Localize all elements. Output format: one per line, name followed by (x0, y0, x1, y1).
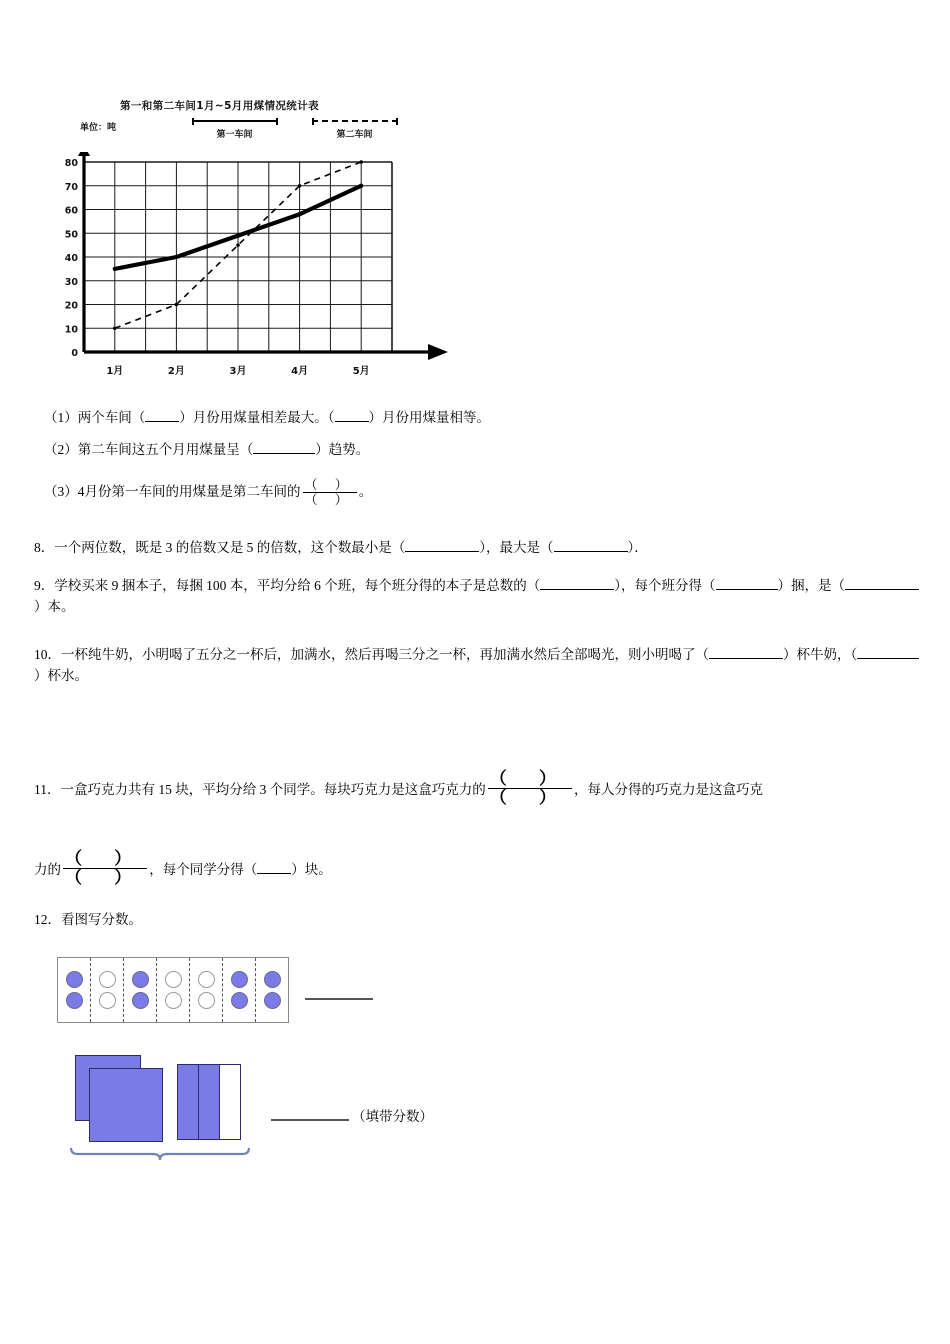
svg-text:30: 30 (64, 276, 78, 288)
legend-label-series1: 第一车间 (216, 130, 253, 140)
svg-text:5月: 5月 (352, 366, 370, 377)
q10-number: 10． (34, 647, 61, 662)
q10-text-a: 一杯纯牛奶，小明喝了五分之一杯后，加满水，然后再喝三分之一杯，再加满水然后全部喝光，则小明喝了（ (61, 647, 709, 662)
q12-partial-square (177, 1064, 241, 1140)
q11-fraction-1[interactable] (488, 770, 572, 807)
q11-text-b: ，每人分得的巧克力是这盒巧克 (574, 782, 763, 798)
q12-number: 12． (34, 912, 61, 927)
svg-text:80: 80 (64, 158, 78, 169)
q12-dot-cell (157, 958, 190, 1022)
svg-text:4月: 4月 (291, 366, 309, 377)
q12-text: 看图写分数。 (61, 912, 142, 927)
q7-fraction-numerator[interactable]: （ ） (304, 477, 355, 492)
q12-dot-filled (231, 971, 248, 988)
q7-part1-text-a: （1）两个车间（ (44, 410, 146, 425)
q9-text-c: ）捆，是（ (777, 578, 845, 593)
q10-text-b: ）杯牛奶，（ (783, 647, 858, 662)
q12-strip-empty (220, 1065, 240, 1139)
q12-brace-icon (69, 1146, 251, 1162)
q12-dot-cell (91, 958, 124, 1022)
svg-text:70: 70 (64, 181, 78, 193)
svg-text:0: 0 (71, 348, 78, 359)
q12-strip-filled (178, 1065, 199, 1139)
q12-dot-empty (198, 971, 215, 988)
svg-text:20: 20 (64, 300, 78, 312)
svg-text:2月: 2月 (167, 366, 185, 377)
q7-part2 (44, 440, 684, 461)
q12-answer-note: （填带分数） (352, 1109, 433, 1124)
q7-blank-1[interactable] (145, 421, 179, 422)
q12-answer-line-a[interactable] (305, 998, 373, 1000)
svg-text:10: 10 (64, 324, 78, 336)
q9-blank-2[interactable] (716, 589, 778, 590)
q12-dot-filled (264, 992, 281, 1009)
svg-text:3月: 3月 (229, 366, 247, 377)
q12-squares-figure (57, 1050, 267, 1150)
q12-dot-filled (264, 971, 281, 988)
question-9 (34, 576, 924, 618)
q10-blank-water[interactable] (857, 658, 919, 659)
legend-swatch-solid-icon (192, 118, 278, 124)
q7-fraction-denominator[interactable]: （ ） (304, 491, 355, 507)
q8-number: 8． (34, 540, 55, 555)
q7-part2-text-a: （2）第二车间这五个月用煤量呈（ (44, 442, 254, 457)
q11-number: 11． (34, 782, 61, 798)
coal-usage-chart (52, 96, 452, 396)
q7-part3 (44, 478, 684, 506)
q9-text-d: ）本。 (34, 598, 75, 614)
q12-dot-filled (231, 992, 248, 1009)
chart-plot-area (52, 152, 452, 392)
question-8 (34, 538, 924, 559)
q7-blank-2[interactable] (335, 421, 369, 422)
q11-text-e: ）块。 (291, 862, 332, 878)
q11-fraction-1-numerator[interactable]: （ ） (489, 769, 570, 788)
q12-dot-filled (66, 971, 83, 988)
question-10 (34, 645, 924, 687)
q8-blank-min[interactable] (405, 551, 479, 552)
q7-blank-3[interactable] (253, 453, 315, 454)
q12-dots-figure (57, 957, 289, 1023)
q7-fraction-blank[interactable] (303, 478, 357, 506)
q12-dot-filled (66, 992, 83, 1009)
q12-dot-filled (132, 971, 149, 988)
q12-dot-cell (223, 958, 256, 1022)
q11-text-a: 一盒巧克力共有 15 块，平均分给 3 个同学。每块巧克力是这盒巧克力的 (60, 782, 486, 798)
q11-text-d: ，每个同学分得（ (149, 862, 258, 878)
svg-text:50: 50 (64, 229, 78, 241)
legend-item-series1 (182, 118, 287, 140)
q12-dot-cell (58, 958, 91, 1022)
q9-blank-3[interactable] (845, 589, 919, 590)
q11-fraction-1-denominator[interactable]: （ ） (489, 787, 570, 807)
q7-part2-text-b: ）趋势。 (315, 442, 370, 457)
q12-dot-cell (256, 958, 288, 1022)
q12-dot-empty (99, 992, 116, 1009)
q12-dot-empty (198, 992, 215, 1009)
q7-part1-text-b: ）月份用煤量相差最大。（ (179, 410, 335, 425)
q12-answer-line-b[interactable] (271, 1119, 349, 1121)
q9-text-b: ），每个班分得（ (614, 578, 716, 593)
svg-text:40: 40 (64, 253, 78, 264)
question-11-line1 (34, 770, 934, 807)
q12-dot-filled (132, 992, 149, 1009)
chart-legend (182, 118, 422, 152)
q12-dot-empty (165, 992, 182, 1009)
legend-label-series2: 第二车间 (336, 130, 373, 140)
legend-item-series2 (302, 118, 407, 140)
chart-title: 第一和第二车间1月~5月用煤情况统计表 (120, 100, 320, 112)
q11-blank-pieces[interactable] (257, 873, 291, 874)
q12-dot-empty (99, 971, 116, 988)
q12-dot-cell (190, 958, 223, 1022)
q12-dot-empty (165, 971, 182, 988)
svg-text:60: 60 (64, 205, 78, 217)
q12-whole-square-2 (89, 1068, 163, 1142)
q8-text-a: 一个两位数，既是 3 的倍数又是 5 的倍数，这个数最小是（ (54, 540, 406, 555)
q10-blank-milk[interactable] (709, 658, 783, 659)
chart-unit-label: 单位：吨 (80, 123, 117, 133)
q8-text-c: ）． (627, 540, 648, 555)
question-11-line2 (34, 850, 934, 887)
q10-text-c: ）杯水。 (34, 667, 88, 683)
q7-part1 (44, 408, 684, 429)
q7-part3-text-b: 。 (358, 484, 373, 500)
q12-strip-filled (199, 1065, 220, 1139)
legend-swatch-dashed-icon (312, 118, 398, 124)
q11-fraction-2-denominator[interactable]: （ ） (65, 867, 146, 887)
q9-blank-1[interactable] (540, 589, 614, 590)
q7-part3-text-a: （3）4月份第一车间的用煤量是第二车间的 (44, 484, 301, 500)
q8-blank-max[interactable] (554, 551, 628, 552)
q11-text-c: 力的 (34, 862, 61, 878)
question-12 (34, 910, 534, 931)
q9-number: 9． (34, 578, 55, 593)
q11-fraction-2[interactable] (63, 850, 147, 887)
svg-text:1月: 1月 (106, 366, 124, 377)
chart-svg (52, 152, 452, 392)
q7-part1-text-c: ）月份用煤量相等。 (368, 410, 490, 425)
q8-text-b: ），最大是（ (479, 540, 554, 555)
q9-text-a: 学校买来 9 捆本子，每捆 100 本，平均分给 6 个班，每个班分得的本子是总数的（ (54, 578, 541, 593)
q11-fraction-2-numerator[interactable]: （ ） (65, 849, 146, 868)
q12-dot-cell (124, 958, 157, 1022)
